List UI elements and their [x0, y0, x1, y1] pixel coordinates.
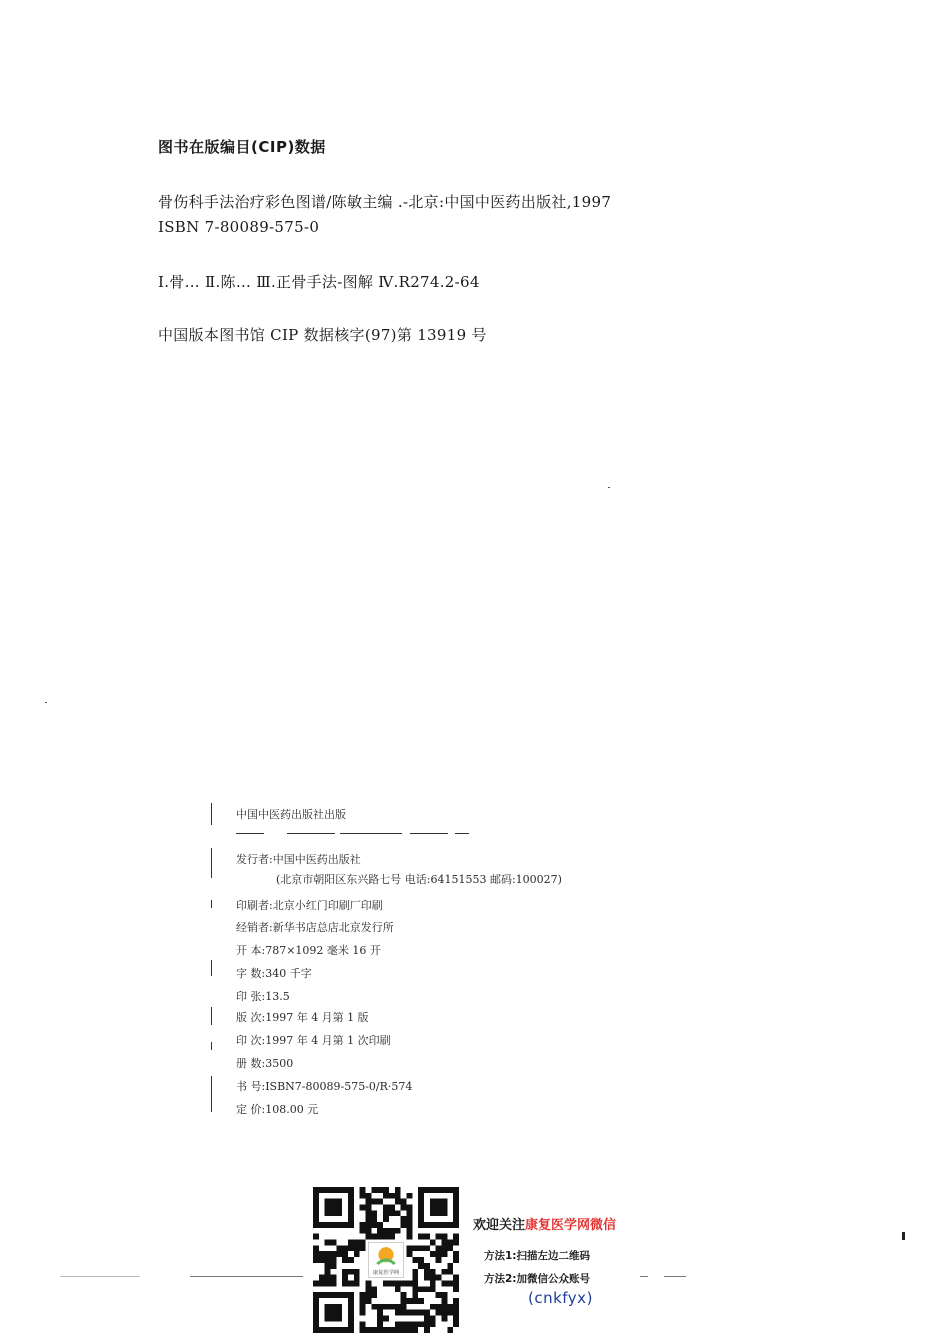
cip-isbn: ISBN 7-80089-575-0: [158, 218, 320, 236]
margin-bar: [211, 960, 212, 976]
divider-rule: [287, 833, 335, 834]
margin-bar: [211, 803, 212, 825]
scan-line: [60, 1276, 140, 1277]
divider-rule: [340, 833, 402, 834]
margin-bar: [211, 1042, 212, 1050]
cip-book-entry: 骨伤科手法治疗彩色图谱/陈敏主编 .-北京:中国中医药出版社,1997: [158, 193, 612, 211]
imprint-words: 字 数:340 千字: [236, 967, 312, 980]
imprint-book-number: 书 号:ISBN7-80089-575-0/R·574: [236, 1080, 413, 1093]
imprint-price: 定 价:108.00 元: [236, 1103, 319, 1116]
scan-line: [664, 1276, 686, 1277]
cip-title: 图书在版编目(CIP)数据: [158, 138, 326, 156]
scan-line: [640, 1276, 648, 1277]
scan-mark: [902, 1232, 905, 1240]
promo-title-highlight: 康复医学网微信: [525, 1218, 617, 1233]
imprint-printer: 印刷者:北京小红门印刷厂印刷: [236, 899, 383, 912]
imprint-seller: 经销者:新华书店总店北京发行所: [236, 921, 394, 934]
promo-title: [473, 1214, 616, 1233]
margin-bar: [211, 848, 212, 878]
cip-record-number: 中国版本图书馆 CIP 数据核字(97)第 13919 号: [158, 326, 487, 344]
qr-logo: [368, 1242, 403, 1277]
divider-rule: [410, 833, 448, 834]
margin-bar: [211, 1007, 212, 1025]
imprint-publisher: 中国中医药出版社出版: [236, 808, 346, 821]
divider-rule: [236, 833, 264, 834]
imprint-sheets: 印 张:13.5: [236, 990, 290, 1003]
wechat-qr-code[interactable]: [313, 1187, 459, 1333]
imprint-printing: 印 次:1997 年 4 月第 1 次印刷: [236, 1034, 391, 1047]
imprint-copies: 册 数:3500: [236, 1057, 294, 1070]
cip-classification: Ⅰ.骨… Ⅱ.陈… Ⅲ.正骨手法-图解 Ⅳ.R274.2-64: [158, 273, 480, 291]
scan-speck: [45, 702, 47, 703]
promo-title-prefix: 欢迎关注: [473, 1218, 526, 1233]
margin-bar: [211, 1076, 212, 1112]
promo-method1: 方法1:扫描左边二维码: [484, 1250, 591, 1262]
imprint-address: (北京市朝阳区东兴路七号 电话:64151553 邮码:100027): [276, 873, 562, 886]
qr-logo-text: [373, 1268, 399, 1276]
divider-rule: [455, 833, 469, 834]
imprint-distributor: 发行者:中国中医药出版社: [236, 853, 361, 866]
imprint-edition: 版 次:1997 年 4 月第 1 版: [236, 1011, 369, 1024]
scan-speck: [608, 487, 610, 488]
promo-method2: 方法2:加微信公众账号: [484, 1273, 591, 1285]
scan-line: [190, 1276, 303, 1277]
imprint-format: 开 本:787×1092 毫米 16 开: [236, 944, 381, 957]
wechat-account-id: (cnkfyx): [528, 1289, 593, 1307]
margin-bar: [211, 900, 212, 908]
